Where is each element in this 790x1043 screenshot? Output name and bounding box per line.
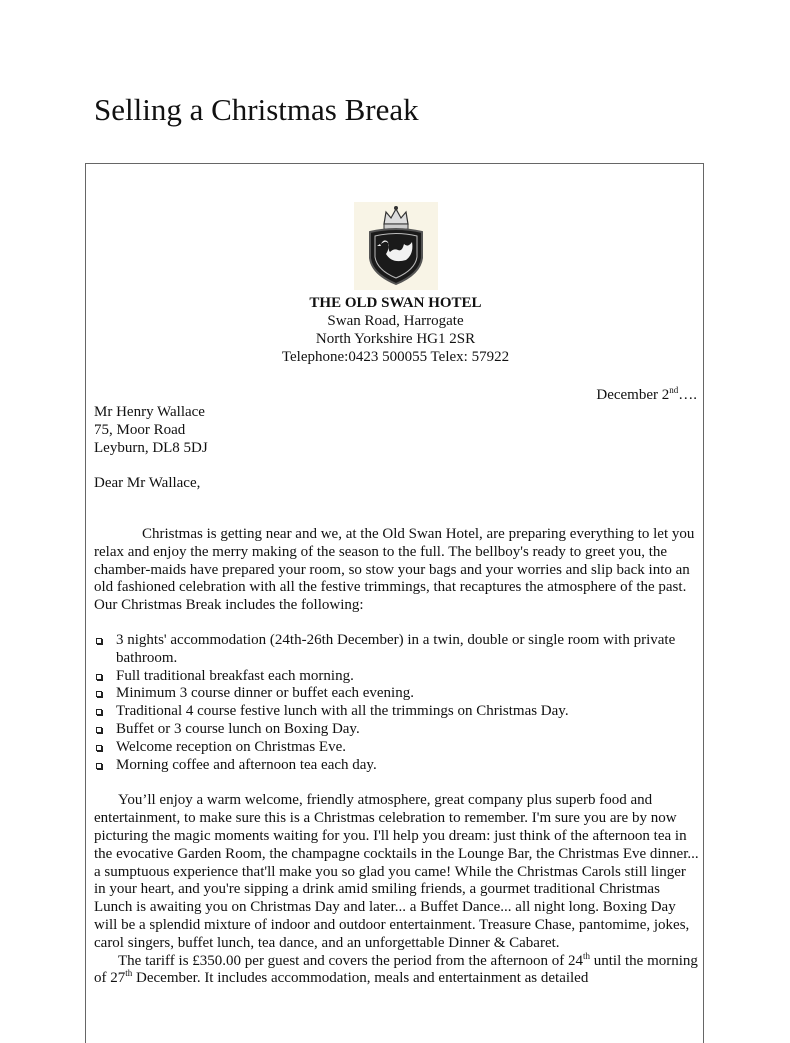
tariff-text-1: The tariff is £350.00 per guest and covers the period from the afternoon of 24 <box>118 952 583 969</box>
addressee-town: Leyburn, DL8 5DJ <box>94 440 208 456</box>
hotel-region: North Yorkshire HG1 2SR <box>315 331 476 347</box>
tariff-paragraph <box>94 950 700 989</box>
tariff-text-3: December. It includes accommodation, meals and entertainment as detailed <box>132 970 589 987</box>
list-item-text: Morning coffee and afternoon tea each day. <box>116 756 377 773</box>
list-item <box>94 703 700 721</box>
date-ordinal: nd <box>669 385 679 395</box>
salutation: Dear Mr Wallace, <box>94 475 201 491</box>
hotel-letterhead <box>86 294 705 366</box>
hotel-contact: Telephone:0423 500055 Telex: 57922 <box>281 349 510 365</box>
tariff-ordinal-2: th <box>125 968 133 979</box>
addressee-block <box>94 403 208 457</box>
hotel-name: THE OLD SWAN HOTEL <box>309 295 482 311</box>
enjoy-paragraph: You’ll enjoy a warm welcome, friendly atmosphere, great company plus superb food and entertainment, to make sure this is a Christmas celebration to remember. I'm sure you are by now picturing the magic moments waiting for you. I'll help you dream: just think of the afternoon tea in the evocative Garden Room, the champagne cocktails in the Lounge Bar, the Christmas Eve dinner... a sumptuous experience that'll make you so glad you came! While the Christmas Carols still linger in your heart, and you're sipping a drink amid smiling friends, a gourmet traditional Christmas Lunch is awaiting you on Christmas Day and later... a Buffet Dance... all night long. Boxing Day will be a splendid mixture of indoor and outdoor entertainment. Treasure Chase, pantomime, jokes, carol singers, buffet lunch, tea dance, and an unforgettable Dinner & Cabaret. <box>94 792 699 951</box>
list-item-text: 3 nights' accommodation (24th-26th December) in a twin, double or single room with private bathroom. <box>116 631 676 666</box>
list-item <box>94 757 700 775</box>
list-item <box>94 721 700 739</box>
hotel-street: Swan Road, Harrogate <box>327 313 464 329</box>
letter-body <box>94 526 700 988</box>
square-bullet-icon <box>96 674 102 680</box>
letter-date <box>596 385 697 404</box>
list-item-text: Full traditional breakfast each morning. <box>116 667 354 684</box>
list-item <box>94 668 700 686</box>
intro-paragraph: Christmas is getting near and we, at the Old Swan Hotel, are preparing everything to let you relax and enjoy the merry making of the season to the full. The bellboy's ready to greet you, the chamber-maids have prepared your room, so stow your bags and your worries and slip back into an old fashioned celebration with all the festive trimmings, that recaptures the atmosphere of the past. <box>94 526 695 596</box>
list-item <box>94 632 700 668</box>
includes-list <box>94 632 700 774</box>
square-bullet-icon <box>96 745 102 751</box>
square-bullet-icon <box>96 727 102 733</box>
letter-frame <box>85 163 704 1043</box>
square-bullet-icon <box>96 763 102 769</box>
list-item <box>94 685 700 703</box>
list-item <box>94 739 700 757</box>
includes-heading: Our Christmas Break includes the following: <box>94 597 364 614</box>
swan-crest-logo-icon <box>354 202 438 290</box>
list-item-text: Traditional 4 course festive lunch with all the trimmings on Christmas Day. <box>116 703 569 720</box>
list-item-text: Welcome reception on Christmas Eve. <box>116 738 346 755</box>
list-item-text: Buffet or 3 course lunch on Boxing Day. <box>116 720 360 737</box>
square-bullet-icon <box>96 691 102 697</box>
date-text: December 2 <box>596 387 670 403</box>
date-trailing: …. <box>678 387 697 403</box>
page-title: Selling a Christmas Break <box>94 92 419 127</box>
tariff-ordinal-1: th <box>583 950 591 961</box>
list-item-text: Minimum 3 course dinner or buffet each evening. <box>116 685 414 702</box>
addressee-name: Mr Henry Wallace <box>94 404 205 420</box>
tariff-text-2: until the morning of 27 <box>94 952 698 987</box>
addressee-street: 75, Moor Road <box>94 422 186 438</box>
square-bullet-icon <box>96 638 102 644</box>
square-bullet-icon <box>96 709 102 715</box>
